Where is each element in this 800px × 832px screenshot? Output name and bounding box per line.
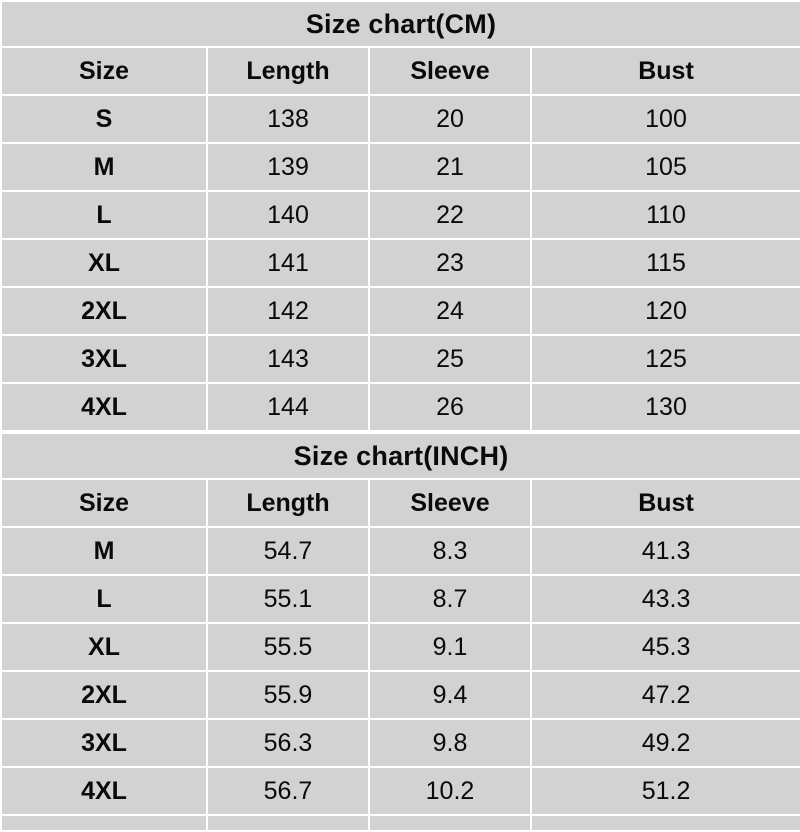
table-row [1,719,800,767]
inch-title: Size chart(INCH) [1,433,800,479]
cm-row1-length: 139 [207,143,369,191]
inch-row3-bust: 47.2 [531,671,800,719]
cm-row0-length: 138 [207,95,369,143]
inch-row2-size: XL [1,623,207,671]
inch-row3-sleeve: 9.4 [369,671,531,719]
bottom-spacer-cell-0 [1,815,207,831]
inch-row0-length: 54.7 [207,527,369,575]
table-row [1,527,800,575]
inch-header-row [1,479,800,527]
bottom-spacer-cell-1 [207,815,369,831]
cm-row5-size: 3XL [1,335,207,383]
inch-header-length: Length [207,479,369,527]
cm-row3-size: XL [1,239,207,287]
cm-row0-size: S [1,95,207,143]
cm-title: Size chart(CM) [1,1,800,47]
cm-row1-sleeve: 21 [369,143,531,191]
cm-row1-bust: 105 [531,143,800,191]
cm-row3-sleeve: 23 [369,239,531,287]
table-row [1,287,800,335]
inch-row2-sleeve: 9.1 [369,623,531,671]
cm-row2-size: L [1,191,207,239]
cm-header-sleeve: Sleeve [369,47,531,95]
inch-header-size: Size [1,479,207,527]
inch-title-row [1,433,800,479]
inch-row3-size: 2XL [1,671,207,719]
inch-row4-length: 56.3 [207,719,369,767]
inch-row0-size: M [1,527,207,575]
table-row [1,383,800,431]
cm-row5-bust: 125 [531,335,800,383]
cm-row0-bust: 100 [531,95,800,143]
inch-row1-sleeve: 8.7 [369,575,531,623]
table-row [1,239,800,287]
table-row [1,335,800,383]
cm-row2-sleeve: 22 [369,191,531,239]
cm-row2-bust: 110 [531,191,800,239]
bottom-spacer-row [1,815,800,831]
cm-header-size: Size [1,47,207,95]
table-row [1,575,800,623]
bottom-spacer-cell-2 [369,815,531,831]
cm-row4-size: 2XL [1,287,207,335]
inch-row4-bust: 49.2 [531,719,800,767]
inch-row0-bust: 41.3 [531,527,800,575]
cm-row6-sleeve: 26 [369,383,531,431]
cm-row2-length: 140 [207,191,369,239]
inch-row5-sleeve: 10.2 [369,767,531,815]
inch-row4-size: 3XL [1,719,207,767]
inch-row2-length: 55.5 [207,623,369,671]
cm-header-row [1,47,800,95]
cm-row0-sleeve: 20 [369,95,531,143]
cm-row6-bust: 130 [531,383,800,431]
cm-row4-bust: 120 [531,287,800,335]
inch-row4-sleeve: 9.8 [369,719,531,767]
inch-header-sleeve: Sleeve [369,479,531,527]
cm-title-row [1,1,800,47]
cm-header-length: Length [207,47,369,95]
inch-row1-length: 55.1 [207,575,369,623]
table-row [1,767,800,815]
size-chart-inch-table [0,432,800,832]
cm-header-bust: Bust [531,47,800,95]
inch-row0-sleeve: 8.3 [369,527,531,575]
cm-row6-length: 144 [207,383,369,431]
cm-row4-sleeve: 24 [369,287,531,335]
table-row [1,623,800,671]
cm-row3-bust: 115 [531,239,800,287]
bottom-spacer-cell-3 [531,815,800,831]
cm-row6-size: 4XL [1,383,207,431]
inch-row1-size: L [1,575,207,623]
cm-row5-length: 143 [207,335,369,383]
inch-row5-size: 4XL [1,767,207,815]
inch-row2-bust: 45.3 [531,623,800,671]
inch-header-bust: Bust [531,479,800,527]
inch-row1-bust: 43.3 [531,575,800,623]
cm-row4-length: 142 [207,287,369,335]
cm-row1-size: M [1,143,207,191]
inch-row5-length: 56.7 [207,767,369,815]
table-row [1,143,800,191]
cm-row3-length: 141 [207,239,369,287]
table-row [1,671,800,719]
table-row [1,95,800,143]
inch-row5-bust: 51.2 [531,767,800,815]
inch-row3-length: 55.9 [207,671,369,719]
table-row [1,191,800,239]
cm-row5-sleeve: 25 [369,335,531,383]
